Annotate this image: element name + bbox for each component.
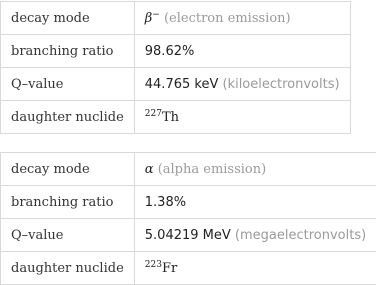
table-row-decay-mode bbox=[1, 153, 376, 186]
table-row-daughter-nuclide bbox=[1, 252, 376, 285]
mass-number: 227 bbox=[144, 108, 162, 119]
q-value-unit-note: (kiloelectronvolts) bbox=[222, 76, 340, 92]
q-value: 5.04219 MeV bbox=[144, 227, 231, 243]
decay-mode-description: (electron emission) bbox=[163, 10, 291, 26]
daughter-nuclide-value bbox=[134, 101, 350, 134]
decay-mode-value bbox=[134, 2, 350, 35]
row-label-branching-ratio: branching ratio bbox=[1, 35, 135, 68]
daughter-nuclide-value bbox=[134, 252, 376, 285]
branching-ratio-value: 1.38% bbox=[134, 186, 376, 219]
row-label-q-value: Q–value bbox=[1, 219, 135, 252]
decay-mode-description: (alpha emission) bbox=[157, 161, 267, 177]
q-value: 44.765 keV bbox=[144, 76, 219, 92]
q-value-cell bbox=[134, 219, 376, 252]
row-label-q-value: Q–value bbox=[1, 68, 135, 101]
row-label-branching-ratio: branching ratio bbox=[1, 186, 135, 219]
decay-table-alpha bbox=[0, 152, 376, 285]
mass-number: 223 bbox=[144, 259, 162, 270]
row-label-daughter-nuclide: daughter nuclide bbox=[1, 101, 135, 134]
decay-symbol: α bbox=[144, 161, 154, 177]
element-symbol: Fr bbox=[161, 260, 178, 276]
row-label-decay-mode: decay mode bbox=[1, 153, 135, 186]
decay-mode-value bbox=[134, 153, 376, 186]
table-row-branching-ratio bbox=[1, 186, 376, 219]
table-row-branching-ratio bbox=[1, 35, 351, 68]
row-label-daughter-nuclide: daughter nuclide bbox=[1, 252, 135, 285]
table-row-q-value bbox=[1, 68, 351, 101]
element-symbol: Th bbox=[161, 109, 179, 125]
decay-table-beta bbox=[0, 1, 351, 134]
table-row-decay-mode bbox=[1, 2, 351, 35]
table-row-q-value bbox=[1, 219, 376, 252]
branching-ratio-value: 98.62% bbox=[134, 35, 350, 68]
decay-symbol-charge: − bbox=[152, 9, 160, 20]
decay-symbol: β bbox=[144, 10, 153, 26]
row-label-decay-mode: decay mode bbox=[1, 2, 135, 35]
q-value-unit-note: (megaelectronvolts) bbox=[234, 227, 367, 243]
q-value-cell bbox=[134, 68, 350, 101]
table-row-daughter-nuclide bbox=[1, 101, 351, 134]
